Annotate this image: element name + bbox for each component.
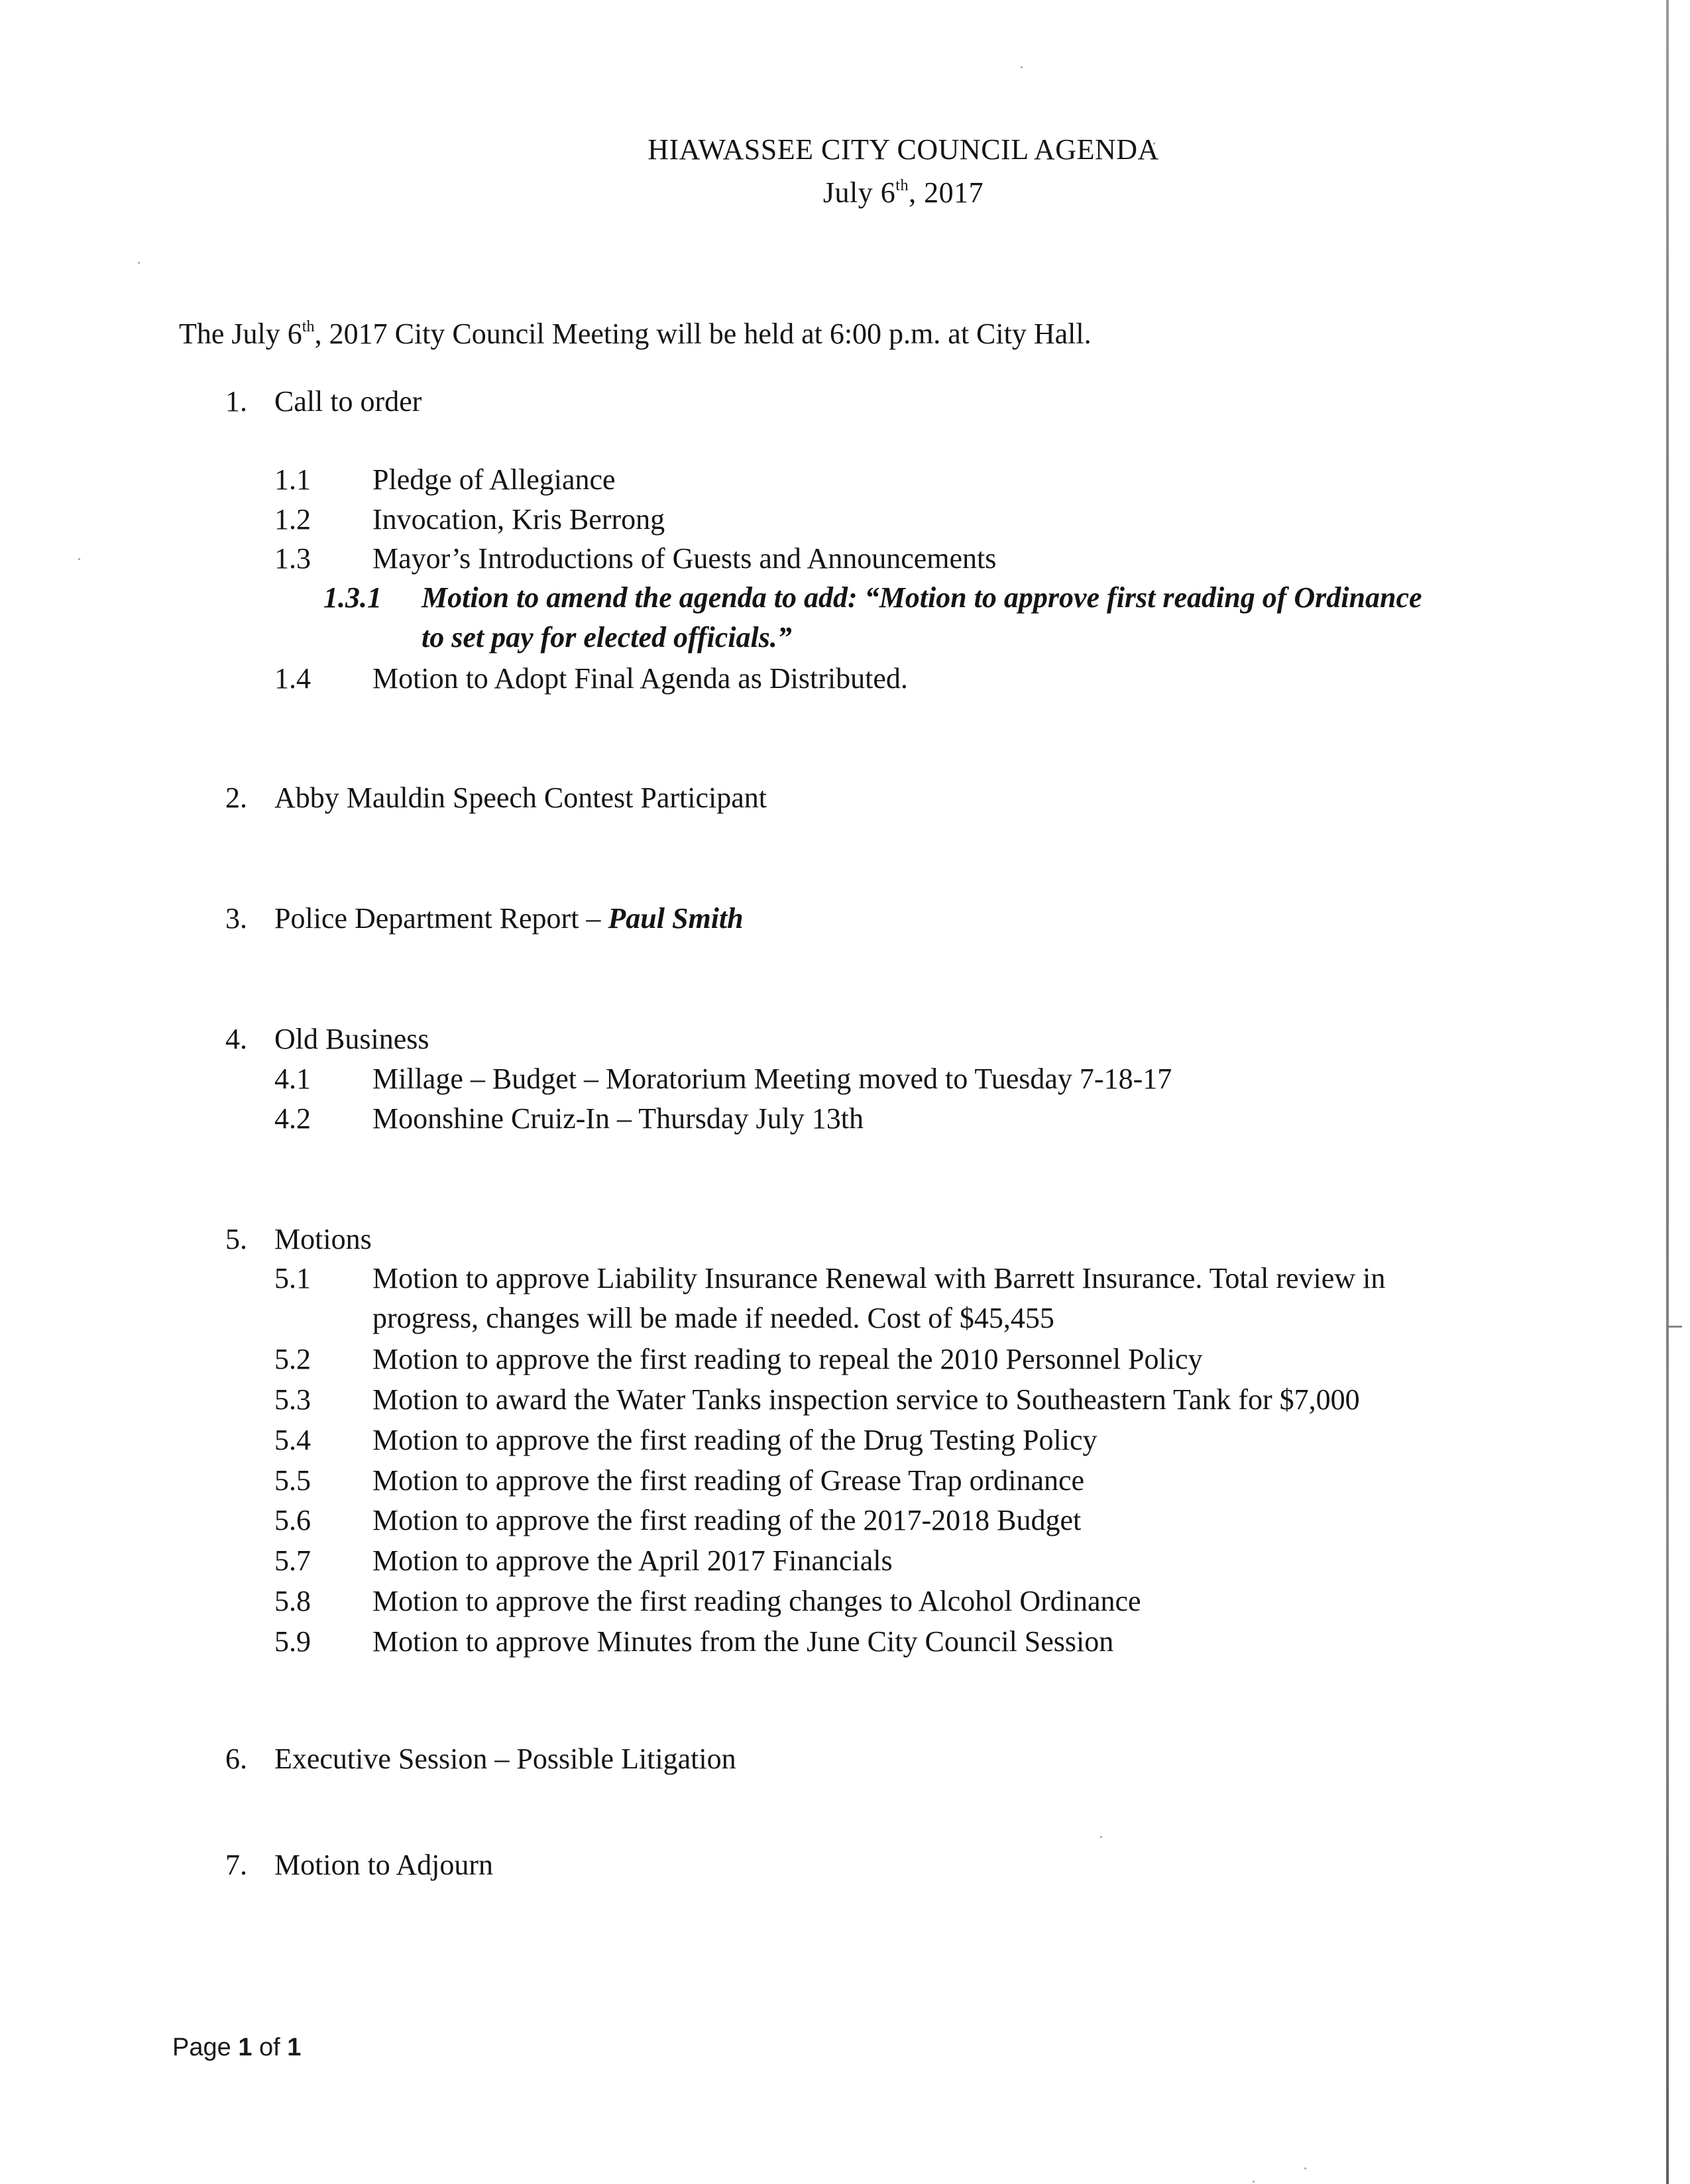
item-number: 1.1 [274, 463, 311, 496]
item-mayor-introductions: Mayor’s Introductions of Guests and Announcements [372, 542, 997, 575]
page-number-footer: Page 1 of 1 [172, 2034, 302, 2061]
item-number: 5.9 [274, 1625, 311, 1658]
item-adjourn: Motion to Adjourn [274, 1849, 494, 1881]
item-june-minutes: Motion to approve Minutes from the June City Council Session [372, 1625, 1114, 1658]
item-amend-agenda-line1: Motion to amend the agenda to add: “Motion to approve first reading of Ordinance [422, 581, 1422, 614]
item-drug-testing: Motion to approve the first reading of the Drug Testing Policy [372, 1424, 1098, 1456]
item-number: 4.1 [274, 1063, 311, 1095]
item-amend-agenda-line2: to set pay for elected officials.” [422, 621, 792, 654]
scan-speck [1021, 66, 1023, 68]
item-number: 4. [225, 1023, 247, 1055]
item-liability-insurance-line1: Motion to approve Liability Insurance Renewal with Barrett Insurance. Total review in [372, 1262, 1386, 1294]
item-call-to-order: Call to order [274, 385, 422, 418]
item-speech-contest: Abby Mauldin Speech Contest Participant [274, 781, 767, 814]
item-budget-reading: Motion to approve the first reading of the 2017-2018 Budget [372, 1504, 1082, 1536]
item-personnel-policy: Motion to approve the first reading to repeal the 2010 Personnel Policy [372, 1343, 1203, 1375]
scan-speck [1253, 2181, 1255, 2183]
item-number: 5.2 [274, 1343, 311, 1375]
item-number: 2. [225, 781, 247, 814]
scan-speck [138, 262, 140, 264]
item-number: 5.5 [274, 1464, 311, 1497]
item-invocation: Invocation, Kris Berrong [372, 503, 665, 536]
item-grease-trap: Motion to approve the first reading of Grease Trap ordinance [372, 1464, 1085, 1497]
item-motions: Motions [274, 1223, 372, 1255]
item-number: 1.3.1 [323, 581, 382, 614]
item-old-business: Old Business [274, 1023, 429, 1055]
meeting-intro: The July 6th, 2017 City Council Meeting will be held at 6:00 p.m. at City Hall. [179, 317, 1092, 350]
scan-speck [78, 558, 80, 560]
item-number: 3. [225, 902, 247, 935]
item-number: 4.2 [274, 1102, 311, 1135]
item-police-report: Police Department Report – Paul Smith [274, 902, 744, 935]
item-alcohol-ordinance: Motion to approve the first reading changes to Alcohol Ordinance [372, 1585, 1141, 1617]
item-number: 5. [225, 1223, 247, 1255]
item-number: 5.8 [274, 1585, 311, 1617]
item-number: 6. [225, 1743, 247, 1775]
scan-edge-line [1666, 0, 1669, 2184]
item-number: 1.4 [274, 662, 311, 695]
item-number: 5.7 [274, 1544, 311, 1577]
item-number: 5.4 [274, 1424, 311, 1456]
item-pledge: Pledge of Allegiance [372, 463, 616, 496]
presenter-name: Paul Smith [608, 902, 744, 935]
item-moonshine-cruiz-in: Moonshine Cruiz-In – Thursday July 13th [372, 1102, 864, 1135]
item-number: 7. [225, 1849, 247, 1881]
item-number: 1.3 [274, 542, 311, 575]
item-number: 1. [225, 385, 247, 418]
agenda-date: July 6th, 2017 [822, 176, 984, 209]
scan-speck [1304, 2167, 1306, 2169]
item-millage-budget: Millage – Budget – Moratorium Meeting moved to Tuesday 7-18-17 [372, 1063, 1172, 1095]
item-number: 5.1 [274, 1262, 311, 1294]
item-executive-session: Executive Session – Possible Litigation [274, 1743, 736, 1775]
item-number: 1.2 [274, 503, 311, 536]
item-liability-insurance-line2: progress, changes will be made if needed. Cost of $45,455 [372, 1302, 1054, 1334]
scan-tick-mark [1669, 1326, 1682, 1328]
item-number: 5.6 [274, 1504, 311, 1536]
agenda-title: HIAWASSEE CITY COUNCIL AGENDA [648, 133, 1159, 166]
item-water-tanks: Motion to award the Water Tanks inspection service to Southeastern Tank for $7,000 [372, 1383, 1360, 1416]
item-april-financials: Motion to approve the April 2017 Financials [372, 1544, 893, 1577]
item-adopt-agenda: Motion to Adopt Final Agenda as Distributed. [372, 662, 908, 695]
scan-speck [1100, 1836, 1102, 1838]
item-number: 5.3 [274, 1383, 311, 1416]
